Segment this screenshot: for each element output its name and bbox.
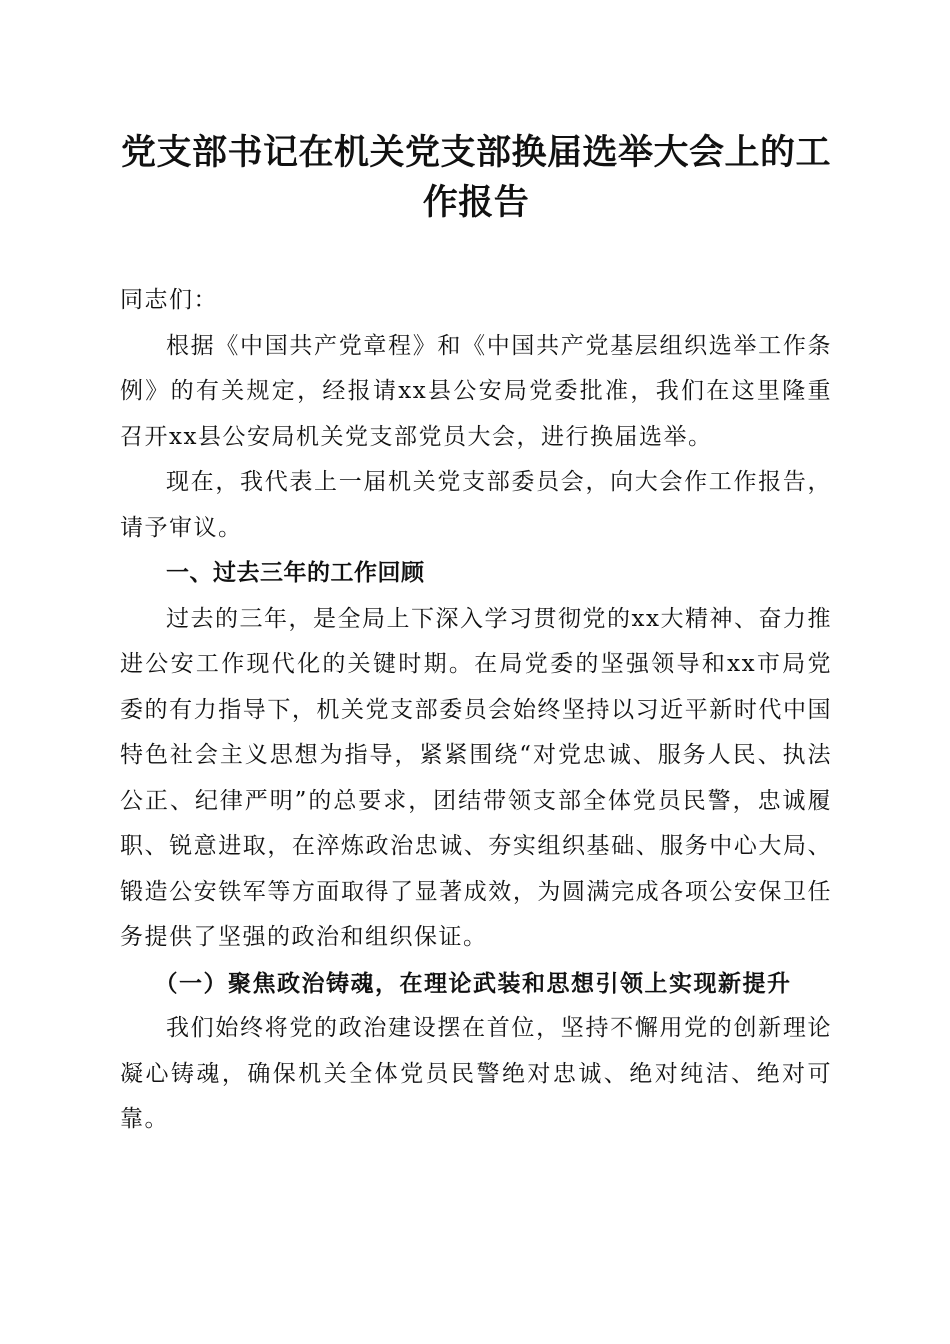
section-heading-1: 一、过去三年的工作回顾: [166, 560, 425, 586]
document-title-line-2: 作报告: [422, 182, 530, 223]
subsection-heading-1: （一）聚焦政治铸魂，在理论武装和思想引领上实现新提升: [154, 969, 792, 997]
paragraph-political: 我们始终将党的政治建设摆在首位，坚持不懈用党的创新理论凝心铸魂，确保机关全体党员民警绝对忠诚、绝对纯洁、绝对可靠。: [120, 1015, 832, 1132]
document-body: [120, 278, 832, 1143]
paragraph-review: 过去的三年，是全局上下深入学习贯彻党的xx大精神、奋力推进公安工作现代化的关键时期。在局党委的坚强领导和xx市局党委的有力指导下，机关党支部委员会始终坚持以习近平新时代中国特色社会主义思想为指导，紧紧围绕“对党忠诚、服务人民、执法公正、纪律严明”的总要求，团结带领支部全体党员民警，忠诚履职、锐意进取，在淬炼政治忠诚、夯实组织基础、服务中心大局、锻造公安铁军等方面取得了显著成效，为圆满完成各项公安保卫任务提供了坚强的政治和组织保证。: [120, 605, 832, 950]
paragraph-report: 现在，我代表上一届机关党支部委员会，向大会作工作报告，请予审议。: [120, 469, 832, 541]
document-title-line-1: 党支部书记在机关党支部换届选举大会上的工: [120, 132, 831, 173]
paragraph-intro: 根据《中国共产党章程》和《中国共产党基层组织选举工作条例》的有关规定，经报请xx县公安局党委批准，我们在这里隆重召开xx县公安局机关党支部党员大会，进行换届选举。: [120, 332, 832, 450]
greeting: 同志们：: [120, 287, 218, 313]
document-title: [120, 128, 832, 228]
